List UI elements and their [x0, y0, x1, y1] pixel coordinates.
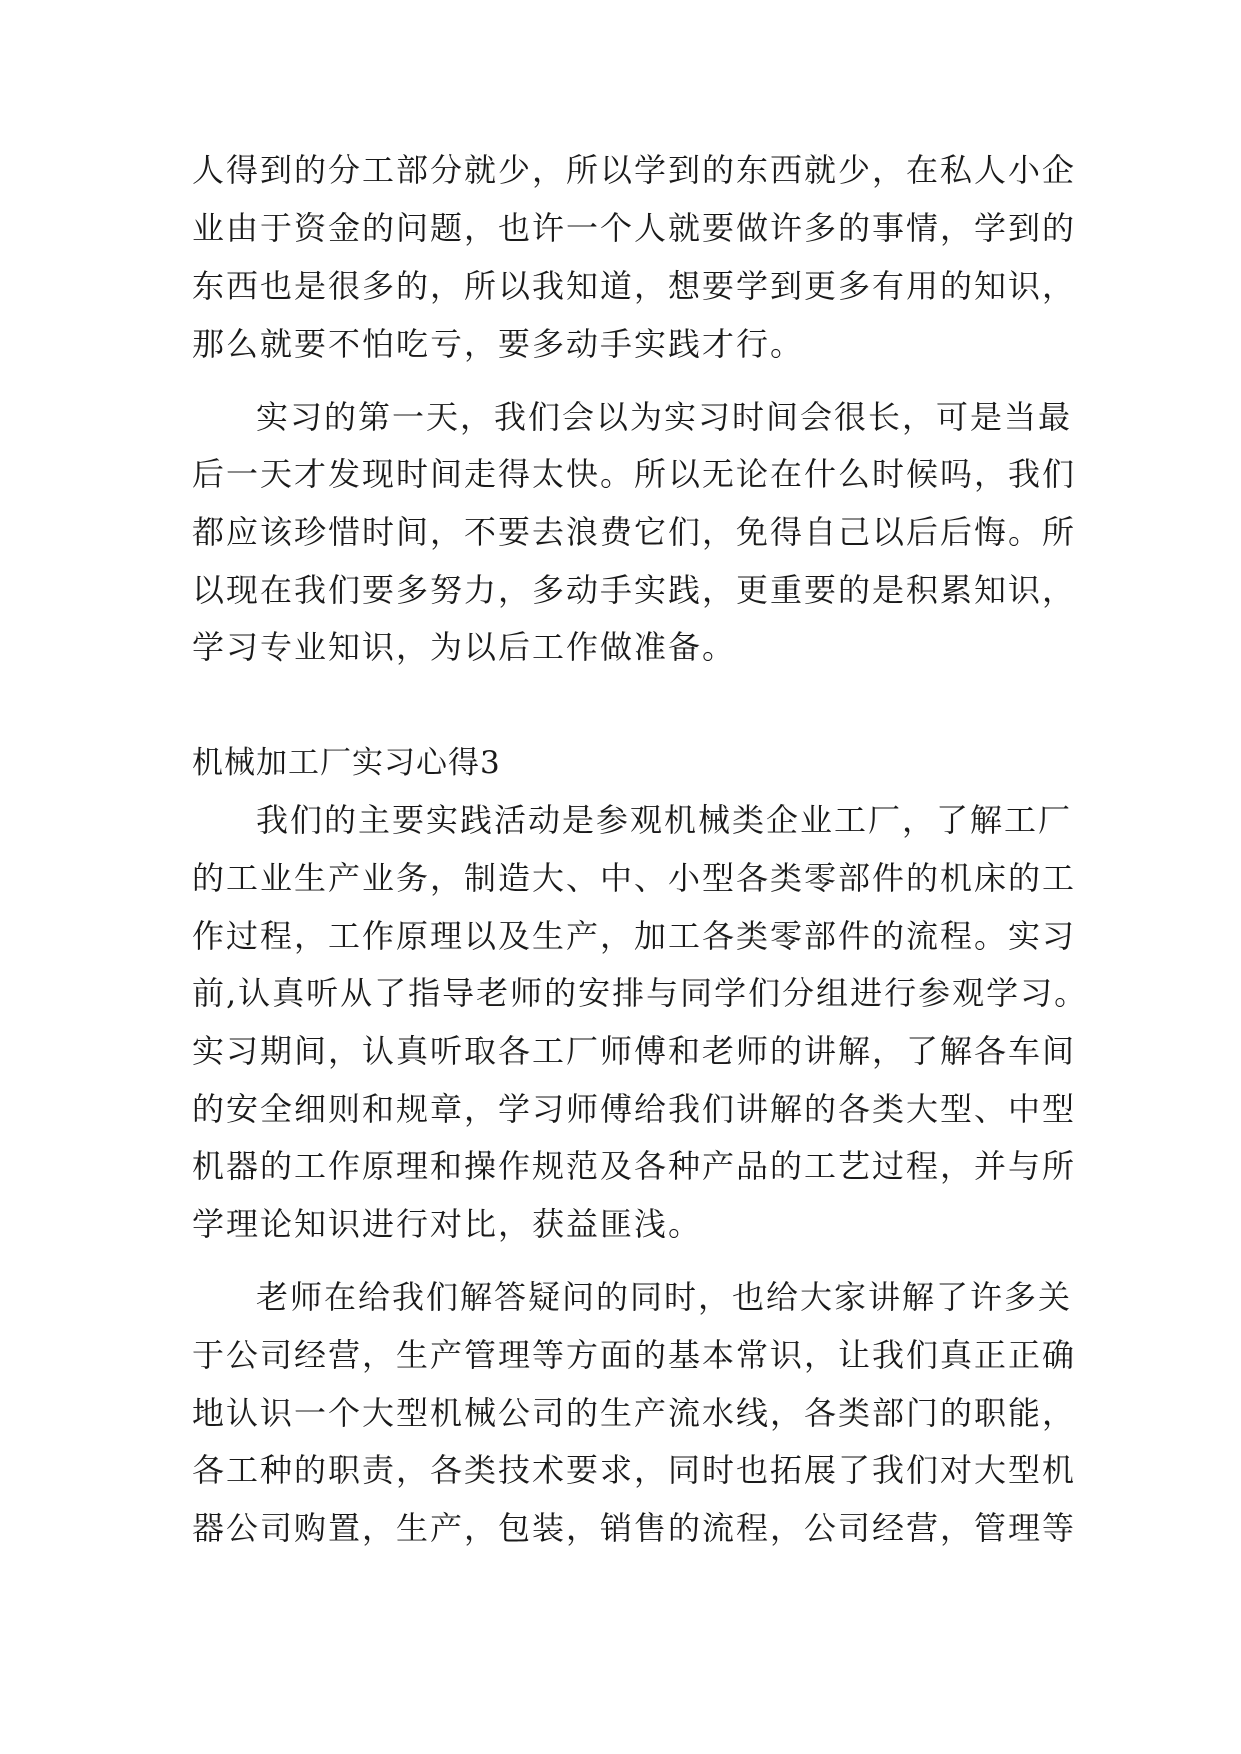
text-line: 东西也是很多的，所以我知道，想要学到更多有用的知识， — [192, 267, 1077, 305]
paragraph-first-line: 老师在给我们解答疑问的同时，也给大家讲解了许多关 — [256, 1278, 1073, 1316]
text-line: 前,认真听从了指导老师的安排与同学们分组进行参观学习。 — [192, 974, 1089, 1012]
text-line: 人得到的分工部分就少，所以学到的东西就少，在私人小企 — [192, 151, 1077, 189]
paragraph-first-line: 实习的第一天，我们会以为实习时间会很长，可是当最 — [256, 398, 1073, 436]
text-line: 那么就要不怕吃亏，要多动手实践才行。 — [192, 325, 805, 363]
section-heading: 机械加工厂实习心得3 — [192, 745, 501, 781]
text-line: 实习期间，认真听取各工厂师傅和老师的讲解，了解各车间 — [192, 1032, 1077, 1070]
text-line: 的工业生产业务，制造大、中、小型各类零部件的机床的工 — [192, 859, 1077, 897]
text-line: 机器的工作原理和操作规范及各种产品的工艺过程，并与所 — [192, 1147, 1077, 1185]
text-line: 都应该珍惜时间，不要去浪费它们，免得自己以后后悔。所 — [192, 513, 1077, 551]
text-line: 的安全细则和规章，学习师傅给我们讲解的各类大型、中型 — [192, 1090, 1077, 1128]
text-line: 各工种的职责，各类技术要求，同时也拓展了我们对大型机 — [192, 1451, 1077, 1489]
text-line: 后一天才发现时间走得太快。所以无论在什么时候吗，我们 — [192, 455, 1077, 493]
text-line: 作过程，工作原理以及生产，加工各类零部件的流程。实习 — [192, 917, 1077, 955]
text-line: 业由于资金的问题，也许一个人就要做许多的事情，学到的 — [192, 209, 1077, 247]
text-line: 学理论知识进行对比，获益匪浅。 — [192, 1205, 703, 1243]
text-line: 器公司购置，生产，包装，销售的流程，公司经营，管理等 — [192, 1509, 1077, 1547]
text-line: 地认识一个大型机械公司的生产流水线，各类部门的职能， — [192, 1394, 1077, 1432]
text-line: 学习专业知识，为以后工作做准备。 — [192, 628, 737, 666]
text-line: 于公司经营，生产管理等方面的基本常识，让我们真正正确 — [192, 1336, 1077, 1374]
paragraph-first-line: 我们的主要实践活动是参观机械类企业工厂，了解工厂 — [256, 801, 1073, 839]
text-line: 以现在我们要多努力，多动手实践，更重要的是积累知识， — [192, 571, 1077, 609]
